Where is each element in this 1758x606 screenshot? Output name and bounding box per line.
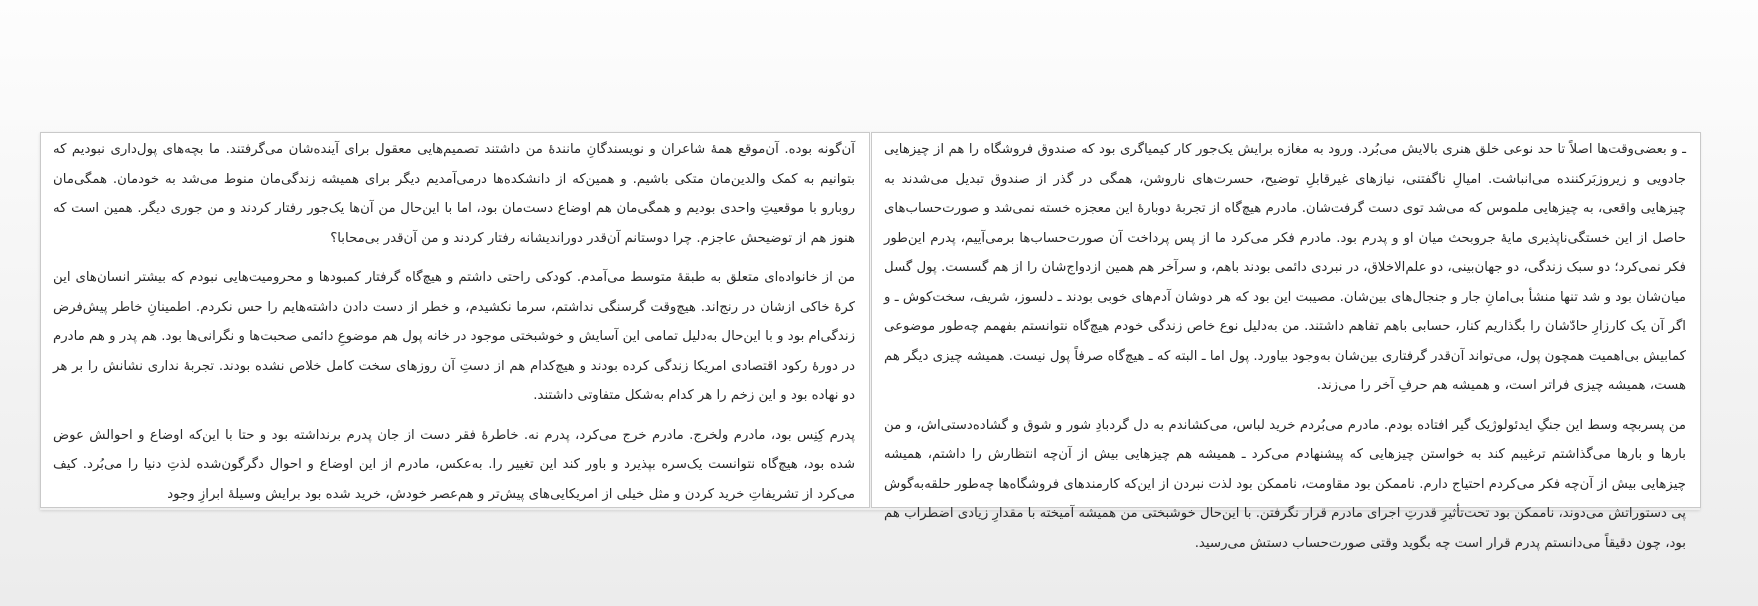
right-page-text <box>884 135 1686 568</box>
paragraph: من پسربچه وسط این جنگِ ایدئولوژیک گیر افتاده بودم. مادرم می‌بُردم خرید لباس، می‌کشاندم به دل گردبادِ شور و شوق و گشاده‌دستی‌اش، و من بارها و بارها می‌گذاشتم ترغیبم کند به خواستن چیزهایی که پیشنهادم می‌کرد ـ همیشه هم چیزهایی بیش از آن‌چه انتظارش را داشتم، همیشه چیزهایی بیش از آن‌چه فکر می‌کردم احتیاج دارم. ناممکن بود مقاومت، ناممکن بود لذت نبردن از این‌که کارمندهای فروشگاه‌ها چه‌طور حلقه‌به‌گوش پی دستوراتش می‌دوند، ناممکن بود تحت‌تأثیرِ قدرتِ اجرای مادرم قرار نگرفتن. با این‌حال خوشبختی من همیشه آمیخته با مقدارِ زیادی اضطراب هم بود، چون دقیقاً می‌دانستم پدرم قرار است چه بگوید وقتی صورت‌حساب دستش می‌رسید. <box>884 417 1686 551</box>
paragraph: من از خانواده‌ای متعلق به طبقهٔ متوسط می‌آمدم. کودکی راحتی داشتم و هیچ‌گاه گرفتار کمبودها و محرومیت‌هایی نبودم که بیشتر انسان‌های این کرهٔ خاکی ازشان در رنج‌اند. هیچ‌وقت گرسنگی نداشتم، سرما نکشیدم، و خطر از دست دادن داشته‌هایم را حس نکردم. اطمینانِ خاطر پیش‌فرض زندگی‌ام بود و با این‌حال به‌دلیل تمامی این آسایش و خوشبختی موجود در خانه پول هم موضوعِ دائمی صحبت‌ها و نگرانی‌ها بود. هم پدر و هم مادرم در دورهٔ رکود اقتصادی امریکا زندگی کرده بودند و هیچ‌کدام هم از دستِ آن روزهای سخت کامل خلاص نشده بودند. تجربهٔ نداری نشانش را بر هر دو نهاده بود و این زخم را هر کدام به‌شکل متفاوتی داشتند. <box>53 270 855 403</box>
paragraph: ـ و بعضی‌وقت‌ها اصلاً تا حد نوعی خلق هنری بالایش می‌بُرد. ورود به مغازه برایش یک‌جور کار کیمیاگری بود که صندوق فروشگاه را هم از چیزهایی جادویی و زیروزبَرکننده می‌انباشت. امیالِ ناگفتنی، نیازهای غیرقابلِ توضیح، حسرت‌های ناروشن، همگی در گذر از صندوق تبدیل می‌شدند به چیزهایی واقعی، به چیزهایی ملموس که می‌شد توی دست گرفت‌شان. مادرم هیچ‌گاه از تجربهٔ دوبارهٔ این معجزه خسته نمی‌شد و صورت‌حساب‌های حاصل از این خستگی‌ناپذیری مایهٔ جروبحث میان او و پدرم بود. مادرم فکر می‌کرد ما از پس پرداخت آن صورت‌حساب‌ها برمی‌آییم، پدرم این‌طور فکر نمی‌کرد؛ دو سبک زندگی، دو جهان‌بینی، دو علم‌الاخلاق، در نبردی دائمی بودند باهم، و سرآخر هم همین ازدواج‌شان را از هم گسست. پول گسل میان‌شان بود و شد تنها منشأ بی‌امانِ جار و جنجال‌های بین‌شان. مصیبت این بود که هر دوشان آدم‌های خوبی بودند ـ دلسوز، شریف، سخت‌کوش ـ و اگر آن یک کارزارِ حادّشان را بگذاریم کنار، حسابی باهم تفاهم داشتند. من به‌دلیل نوع خاص زندگی خودم هیچ‌گاه نتوانستم بفهمم چه‌طور موضوعی کمابیش بی‌اهمیت همچون پول، می‌تواند آن‌قدر گرفتاری بین‌شان به‌وجود بیاورد. پول اما ـ البته که ـ هیچ‌گاه صرفاً پول نیست. همیشه چیزی دیگر هم هست، همیشه چیزی فراتر است، و همیشه هم حرفِ آخر را می‌زند. <box>884 142 1686 393</box>
paragraph: آن‌گونه بوده. آن‌موقع همهٔ شاعران و نویسندگانِ مانندهٔ من داشتند تصمیم‌هایی معقول برای آینده‌شان می‌گرفتند. ما بچه‌های پول‌داری نبودیم که بتوانیم به کمک والدین‌مان متکی باشیم. و همین‌که از دانشکده‌ها درمی‌آمدیم دیگر برای همیشه زندگی‌مان منوط می‌شد به خودمان. همگی‌مان روبارو با موقعیتِ واحدی بودیم و همگی‌مان هم اوضاع دست‌مان بود، اما با این‌حال من آن‌ها یک‌جور رفتار کردند و من جوری دیگر. همین است که هنوز هم از توضیحش عاجزم. چرا دوستانم آن‌قدر دوراندیشانه رفتار کردند و من آن‌قدر بی‌محابا؟ <box>53 142 855 246</box>
book-spread <box>40 132 1700 551</box>
left-page-text <box>53 135 855 519</box>
left-page[interactable] <box>40 132 870 508</box>
right-page[interactable] <box>871 132 1701 551</box>
paragraph: پدرم کِنِس بود، مادرم ولخرج. مادرم خرج می‌کرد، پدرم نه. خاطرهٔ فقر دست از جان پدرم برنداشته بود و حتا با این‌که اوضاع و احوالش عوض شده بود، هیچ‌گاه نتوانست یک‌سره بپذیرد و باور کند این تغییر را. به‌عکس، مادرم از این اوضاع و احوال دگرگون‌شده لذتِ دنیا را می‌بُرد. کیف می‌کرد از تشریفاتِ خرید کردن و مثل خیلی از امریکایی‌های پیش‌تر و هم‌عصر خودش، خرید شده بود برایش وسیلهٔ ابرازِ وجود <box>53 427 855 502</box>
